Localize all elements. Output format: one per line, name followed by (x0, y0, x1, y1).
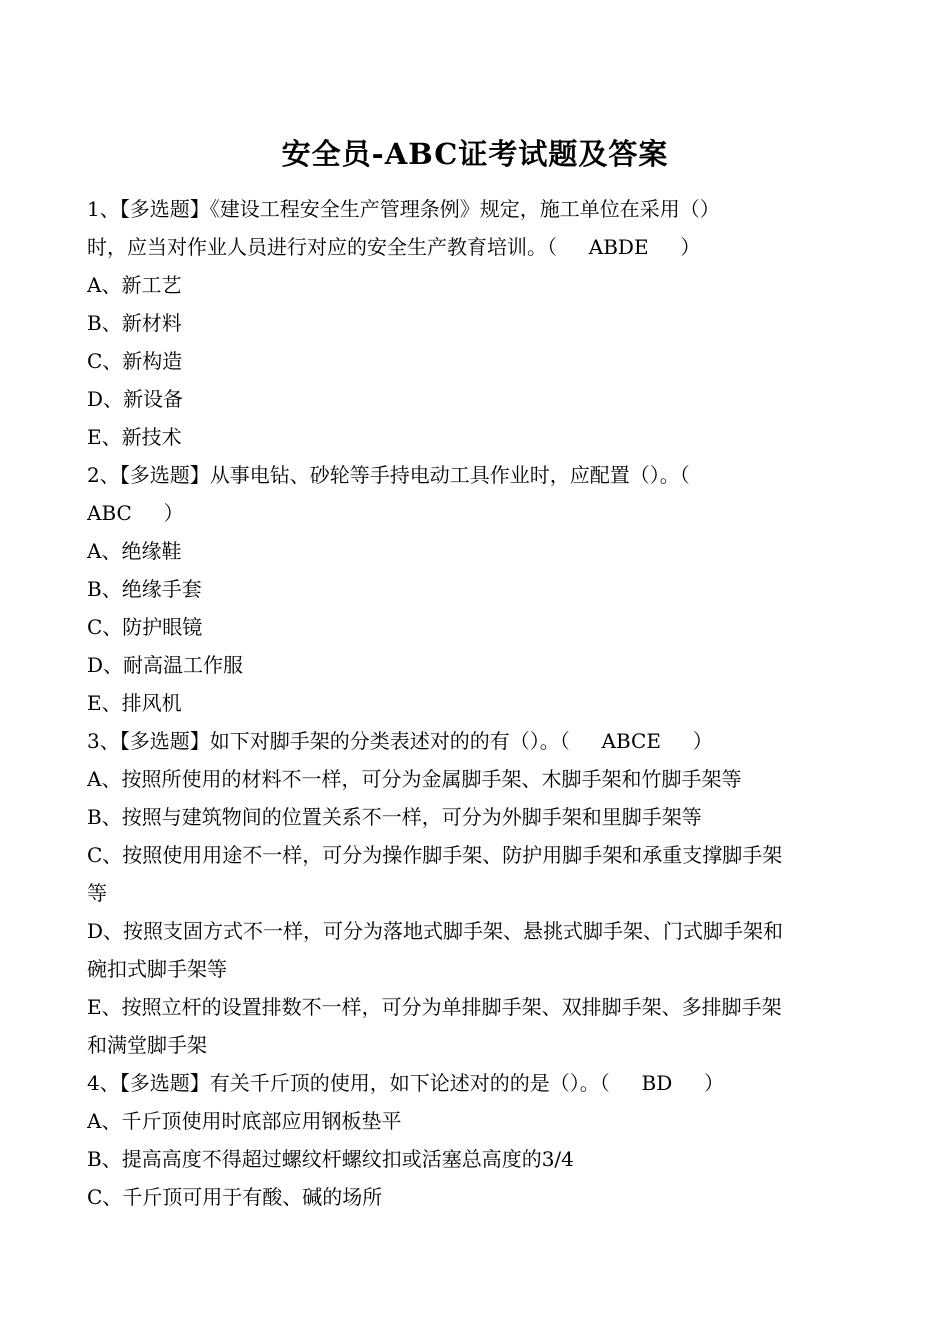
option-d: D、新设备 (87, 387, 184, 411)
question-text-line: ABC ） (87, 501, 184, 525)
option-e: E、按照立杆的设置排数不一样，可分为单排脚手架、双排脚手架、多排脚手架 (87, 995, 782, 1019)
option-b: B、提高高度不得超过螺纹杆螺纹扣或活塞总高度的3/4 (87, 1147, 574, 1171)
option-c: C、千斤顶可用于有酸、碱的场所 (87, 1185, 383, 1209)
question-1 (87, 190, 859, 456)
option-b: B、新材料 (87, 311, 182, 335)
option-d: D、按照支固方式不一样，可分为落地式脚手架、悬挑式脚手架、门式脚手架和 (87, 919, 784, 943)
option-d: D、耐高温工作服 (87, 653, 244, 677)
question-text-line: 3、【多选题】如下对脚手架的分类表述对的的有（）。（ ABCE ） (87, 729, 713, 753)
option-e: E、排风机 (87, 691, 182, 715)
document-title: 安全员-ABC证考试题及答案 (281, 137, 669, 171)
option-b: B、绝缘手套 (87, 577, 202, 601)
option-d-continued: 碗扣式脚手架等 (87, 957, 227, 981)
option-c-continued: 等 (87, 881, 107, 905)
question-text-line: 1、【多选题】《建设工程安全生产管理条例》规定，施工单位在采用（） (87, 197, 720, 221)
question-text-line: 2、【多选题】从事电钻、砂轮等手持电动工具作业时，应配置（）。（ (87, 463, 690, 487)
question-text-line: 时，应当对作业人员进行对应的安全生产教育培训。（ ABDE ） (87, 235, 701, 259)
option-a: A、新工艺 (87, 273, 182, 297)
document-body (87, 190, 859, 1216)
option-c: C、新构造 (87, 349, 183, 373)
option-a: A、绝缘鞋 (87, 539, 182, 563)
option-e: E、新技术 (87, 425, 182, 449)
question-4 (87, 1064, 859, 1216)
option-a: A、千斤顶使用时底部应用钢板垫平 (87, 1109, 402, 1133)
option-e-continued: 和满堂脚手架 (87, 1033, 207, 1057)
question-2 (87, 456, 859, 722)
option-c: C、防护眼镜 (87, 615, 203, 639)
option-b: B、按照与建筑物间的位置关系不一样，可分为外脚手架和里脚手架等 (87, 805, 702, 829)
option-c: C、按照使用用途不一样，可分为操作脚手架、防护用脚手架和承重支撑脚手架 (87, 843, 783, 867)
question-text-line: 4、【多选题】有关千斤顶的使用，如下论述对的的是（）。（ BD ） (87, 1071, 725, 1095)
option-a: A、按照所使用的材料不一样，可分为金属脚手架、木脚手架和竹脚手架等 (87, 767, 742, 791)
question-3 (87, 722, 859, 1064)
